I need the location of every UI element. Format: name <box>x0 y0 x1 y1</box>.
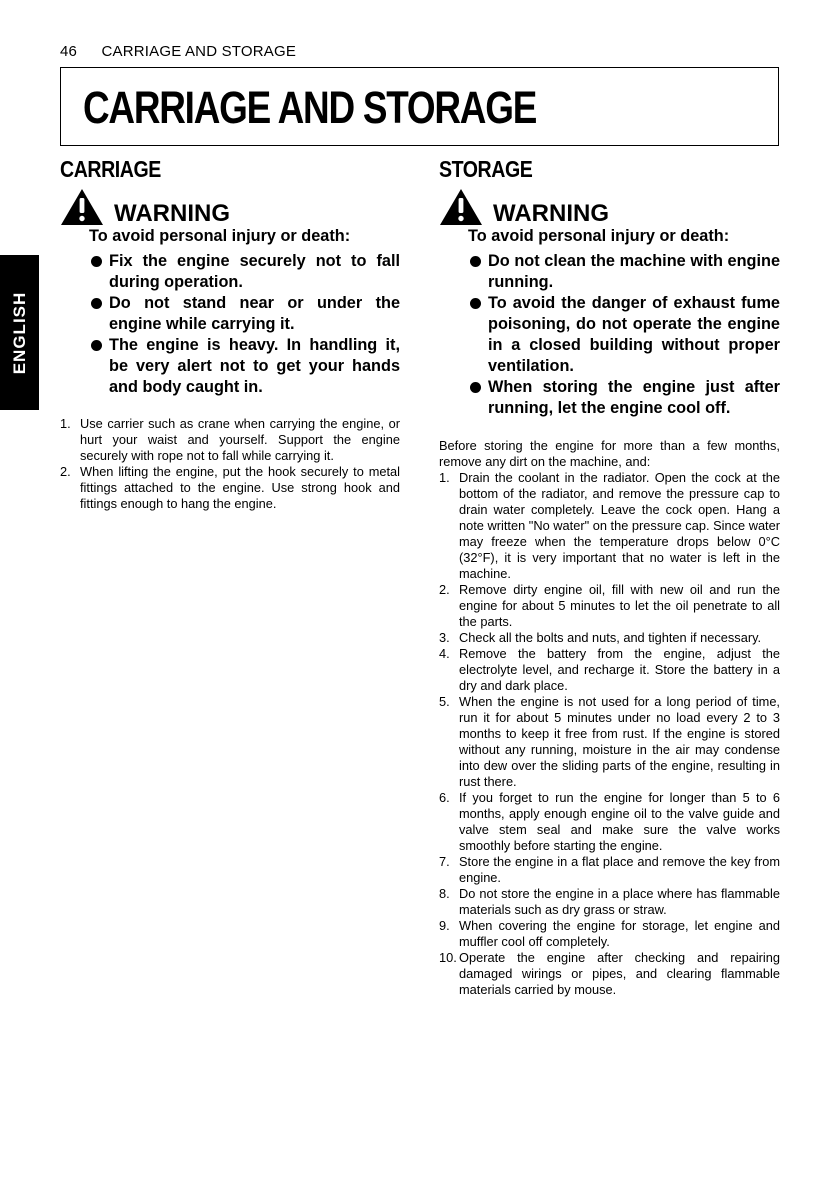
bullet-icon <box>91 256 102 267</box>
step-item: 1. Drain the coolant in the radiator. Open the cock at the bottom of the radiator, and remove the pressure cap to drain water completely. Leave the cock open. Hang a note written "No water" on the pressure cap. Since water may freeze when the temperature drops below 0°C (32°F), it is very important that no water is left in the machine. <box>439 470 780 581</box>
language-tab <box>0 255 39 410</box>
warning-item: When storing the engine just after running, let the engine cool off. <box>439 377 780 419</box>
page-header <box>60 43 296 60</box>
language-tab-label: ENGLISH <box>9 291 29 374</box>
warning-item: Fix the engine securely not to fall during operation. <box>60 251 400 293</box>
warning-intro: To avoid personal injury or death: <box>468 227 730 245</box>
step-item: 2. When lifting the engine, put the hook securely to metal fittings attached to the engine. Use strong hook and fittings enough to hang the engine. <box>60 464 400 511</box>
storage-intro: Before storing the engine for more than a few months, remove any dirt on the machine, and: <box>439 438 780 469</box>
bullet-icon <box>91 298 102 309</box>
warning-item: Do not clean the machine with engine running. <box>439 251 780 293</box>
step-item: 1. Use carrier such as crane when carrying the engine, or hurt your waist and yourself. Support the engine securely with rope not to fall while carrying it. <box>60 416 400 463</box>
warning-item: The engine is heavy. In handling it, be very alert not to get your hands and body caught in. <box>60 335 400 398</box>
step-item: 9. When covering the engine for storage, let engine and muffler cool off completely. <box>439 918 780 949</box>
bullet-icon <box>470 382 481 393</box>
warning-item: Do not stand near or under the engine while carrying it. <box>60 293 400 335</box>
step-item: 8. Do not store the engine in a place where has flammable materials such as dry grass or straw. <box>439 886 780 917</box>
running-header: CARRIAGE AND STORAGE <box>101 43 297 60</box>
warning-title: WARNING <box>493 200 609 227</box>
chapter-title: CARRIAGE AND STORAGE <box>83 82 537 133</box>
carriage-warning-list <box>60 251 400 398</box>
warning-title: WARNING <box>114 200 230 227</box>
warning-item: To avoid the danger of exhaust fume poisoning, do not operate the engine in a closed building without proper ventilation. <box>439 293 780 377</box>
step-item: 7. Store the engine in a flat place and remove the key from engine. <box>439 854 780 885</box>
warning-triangle-icon <box>60 188 104 226</box>
page-number: 46 <box>60 43 78 60</box>
bullet-icon <box>470 298 481 309</box>
storage-section <box>439 156 780 998</box>
step-item: 2. Remove dirty engine oil, fill with new oil and run the engine for about 5 minutes to let the oil penetrate to all the parts. <box>439 582 780 629</box>
step-item: 6. If you forget to run the engine for longer than 5 to 6 months, apply enough engine oil to the valve guide and valve stem seal and make sure the valve works smoothly before starting the engine. <box>439 790 780 853</box>
warning-triangle-icon <box>439 188 483 226</box>
bullet-icon <box>470 256 481 267</box>
step-item: 10. Operate the engine after checking and repairing damaged wirings or pipes, and clearing flammable materials carried by mouse. <box>439 950 780 997</box>
storage-heading: STORAGE <box>439 156 533 182</box>
bullet-icon <box>91 340 102 351</box>
warning-intro: To avoid personal injury or death: <box>89 227 351 245</box>
carriage-heading: CARRIAGE <box>60 156 161 182</box>
chapter-title-box <box>60 67 779 146</box>
step-item: 4. Remove the battery from the engine, adjust the electrolyte level, and recharge it. Store the battery in a dry and dark place. <box>439 646 780 693</box>
storage-steps <box>439 470 780 998</box>
carriage-warning-header <box>60 186 400 226</box>
carriage-section <box>60 156 400 512</box>
carriage-steps <box>60 416 400 512</box>
storage-warning-list <box>439 251 780 419</box>
storage-warning-header <box>439 186 780 226</box>
step-item: 5. When the engine is not used for a long period of time, run it for about 5 minutes under no load every 2 to 3 months to keep it free from rust. If the engine is stored without any running, moisture in the air may condense into dew over the sliding parts of the engine, resulting in rust there. <box>439 694 780 789</box>
step-item: 3. Check all the bolts and nuts, and tighten if necessary. <box>439 630 762 645</box>
